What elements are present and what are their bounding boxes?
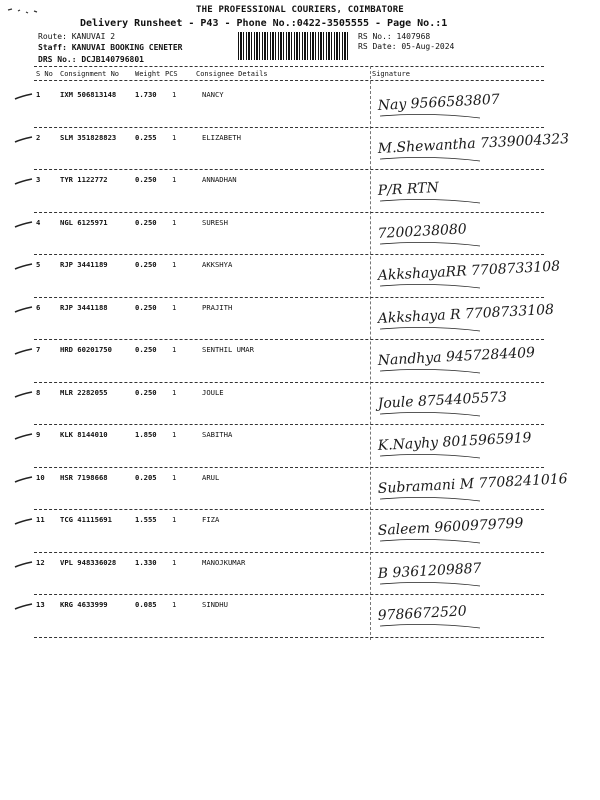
signature-image xyxy=(370,297,600,341)
row-pcs: 1 xyxy=(172,132,177,142)
row-sno: 2 xyxy=(36,132,41,142)
row-pcs: 1 xyxy=(172,90,177,99)
signature-image xyxy=(370,509,600,553)
col-signature: Signature xyxy=(372,70,410,78)
check-mark-icon xyxy=(14,390,34,400)
signature-text: Nay 9566583807 xyxy=(377,91,501,114)
row-consignee: MANOJKUMAR xyxy=(202,557,246,567)
row-consignment-no: IXM 506813148 xyxy=(60,90,117,99)
row-consignee: NANCY xyxy=(202,90,224,99)
row-weight: 1.555 xyxy=(135,515,157,524)
row-consignment-no: RJP 3441188 xyxy=(60,302,108,312)
row-sno: 3 xyxy=(36,175,41,184)
header-divider-top xyxy=(34,66,544,67)
col-consignee: Consignee Details xyxy=(196,70,268,78)
row-pcs: 1 xyxy=(172,600,177,609)
row-consignee: SINDHU xyxy=(202,600,228,609)
row-consignee: SABITHA xyxy=(202,430,233,439)
check-mark-icon xyxy=(14,475,34,485)
signature-text: AkkshayaRR 7708733108 xyxy=(377,258,561,284)
row-pcs: 1 xyxy=(172,387,177,397)
row-consignment-no: MLR 2282055 xyxy=(60,387,108,397)
signature-image xyxy=(370,254,600,298)
row-consignee: PRAJITH xyxy=(202,302,233,312)
signature-text: Saleem 9600979799 xyxy=(377,515,524,539)
check-mark-icon xyxy=(14,560,34,570)
row-sno: 12 xyxy=(36,557,45,567)
check-mark-icon xyxy=(14,262,34,272)
row-consignee: ANNADHAN xyxy=(202,175,237,184)
check-mark-icon xyxy=(14,92,34,102)
row-weight: 0.250 xyxy=(135,260,157,269)
row-pcs: 1 xyxy=(172,345,177,354)
route: Route: KANUVAI 2 xyxy=(38,32,116,41)
row-pcs: 1 xyxy=(172,430,177,439)
signature-image xyxy=(370,84,600,128)
barcode xyxy=(238,32,350,60)
signature-text: K.Nayhy 8015965919 xyxy=(377,429,532,454)
staff: Staff: KANUVAI BOOKING CENETER xyxy=(38,43,183,52)
row-consignee: ARUL xyxy=(202,472,220,482)
signature-text: Nandhya 9457284409 xyxy=(377,344,536,369)
check-mark-icon xyxy=(14,177,34,187)
col-pcs: PCS xyxy=(165,70,178,78)
signature-image xyxy=(370,382,600,426)
signature-text: B 9361209887 xyxy=(377,560,482,582)
row-weight: 0.250 xyxy=(135,345,157,354)
row-sno: 6 xyxy=(36,302,41,312)
row-sno: 7 xyxy=(36,345,41,354)
row-weight: 1.730 xyxy=(135,90,157,99)
rs-date: RS Date: 05-Aug-2024 xyxy=(358,42,455,51)
row-consignee: SURESH xyxy=(202,217,228,227)
signature-text: Akkshaya R 7708733108 xyxy=(377,301,555,327)
row-pcs: 1 xyxy=(172,302,177,312)
row-consignee: FIZA xyxy=(202,515,220,524)
check-mark-icon xyxy=(14,432,34,442)
row-consignee: SENTHIL UMAR xyxy=(202,345,254,354)
signature-text: 9786672520 xyxy=(377,603,468,624)
check-mark-icon xyxy=(14,517,34,527)
row-sno: 4 xyxy=(36,217,41,227)
row-pcs: 1 xyxy=(172,515,177,524)
row-weight: 0.255 xyxy=(135,132,157,142)
signature-image xyxy=(370,594,600,638)
row-consignment-no: NGL 6125971 xyxy=(60,217,108,227)
company-name: THE PROFESSIONAL COURIERS, COIMBATORE xyxy=(196,5,404,15)
rs-number: RS No.: 1407968 xyxy=(358,32,431,41)
row-weight: 1.330 xyxy=(135,557,157,567)
row-weight: 0.250 xyxy=(135,217,157,227)
row-weight: 0.205 xyxy=(135,472,157,482)
row-consignment-no: KLK 8144010 xyxy=(60,430,108,439)
row-consignment-no: TYR 1122772 xyxy=(60,175,108,184)
col-consignment: Consignment No xyxy=(60,70,120,78)
row-consignment-no: VPL 948336028 xyxy=(60,557,117,567)
col-sno: S No xyxy=(36,70,53,78)
row-weight: 0.250 xyxy=(135,387,157,397)
signature-image xyxy=(370,339,600,383)
row-consignment-no: TCG 41115691 xyxy=(60,515,112,524)
row-consignment-no: KRG 4633999 xyxy=(60,600,108,609)
row-pcs: 1 xyxy=(172,260,177,269)
row-weight: 0.250 xyxy=(135,302,157,312)
signature-text: 7200238080 xyxy=(377,220,468,242)
check-mark-icon xyxy=(14,347,34,357)
col-weight: Weight xyxy=(135,70,161,78)
signature-image xyxy=(370,169,600,213)
row-pcs: 1 xyxy=(172,472,177,482)
row-sno: 11 xyxy=(36,515,45,524)
row-consignment-no: SLM 351828823 xyxy=(60,132,117,142)
row-pcs: 1 xyxy=(172,175,177,184)
signature-image xyxy=(370,424,600,468)
row-consignment-no: HRD 60201750 xyxy=(60,345,112,354)
row-consignee: ELIZABETH xyxy=(202,132,241,142)
check-mark-icon xyxy=(14,602,34,612)
signature-text: M.Shewantha 7339004323 xyxy=(377,130,570,157)
runsheet-subtitle: Delivery Runsheet - P43 - Phone No.:0422-3505555 - Page No.:1 xyxy=(80,18,448,29)
check-mark-icon xyxy=(14,135,34,145)
signature-image xyxy=(370,212,600,256)
row-sno: 1 xyxy=(36,90,41,99)
signature-image xyxy=(370,552,600,596)
check-mark-icon xyxy=(14,220,34,230)
signature-image xyxy=(370,127,600,171)
row-divider xyxy=(34,637,544,638)
signature-text: P/R RTN xyxy=(377,179,440,199)
signature-text: Subramani M 7708241016 xyxy=(377,470,568,497)
row-sno: 9 xyxy=(36,430,41,439)
drs-number: DRS No.: DCJB140796801 xyxy=(38,55,144,64)
row-weight: 1.850 xyxy=(135,430,157,439)
row-sno: 8 xyxy=(36,387,41,397)
row-sno: 10 xyxy=(36,472,45,482)
row-consignee: JOULE xyxy=(202,387,224,397)
row-pcs: 1 xyxy=(172,217,177,227)
row-sno: 5 xyxy=(36,260,41,269)
row-consignee: AKKSHYA xyxy=(202,260,233,269)
check-mark-icon xyxy=(14,305,34,315)
signature-image xyxy=(370,467,600,511)
row-pcs: 1 xyxy=(172,557,177,567)
row-weight: 0.085 xyxy=(135,600,157,609)
signature-text: Joule 8754405573 xyxy=(377,388,508,412)
header-divider-bottom xyxy=(34,80,544,81)
row-consignment-no: RJP 3441189 xyxy=(60,260,108,269)
row-sno: 13 xyxy=(36,600,45,609)
row-weight: 0.250 xyxy=(135,175,157,184)
row-consignment-no: HSR 7198668 xyxy=(60,472,108,482)
